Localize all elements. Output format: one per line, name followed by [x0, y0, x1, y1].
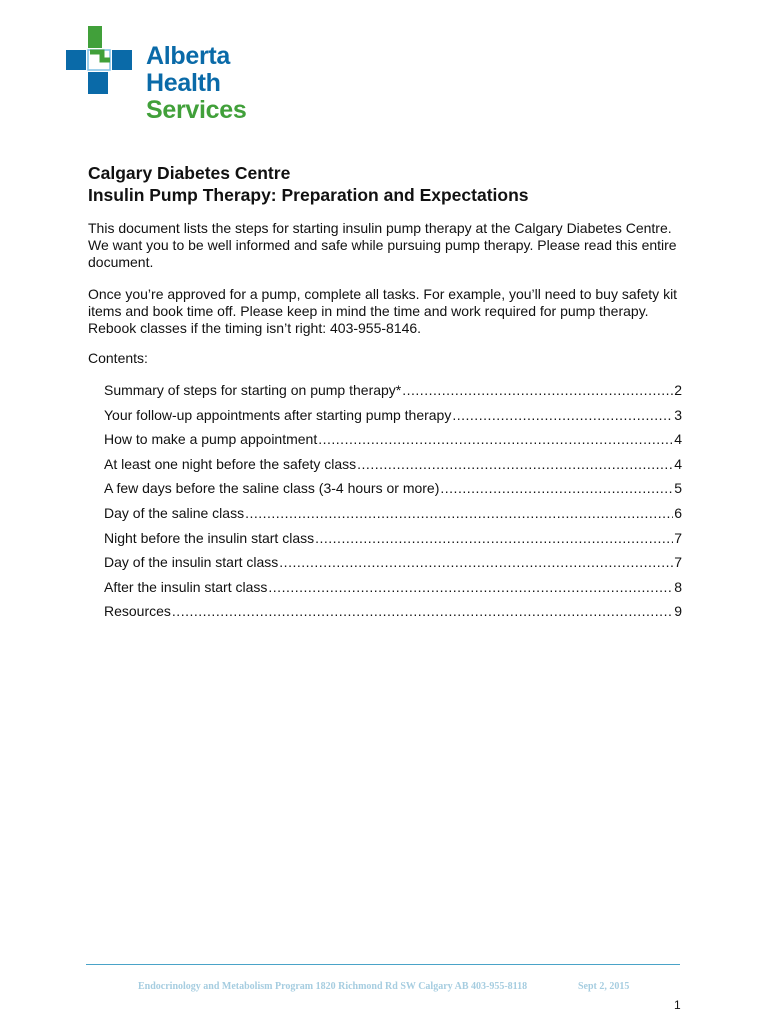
- toc-entry[interactable]: [104, 480, 682, 505]
- toc-entry[interactable]: [104, 530, 682, 555]
- toc-entry[interactable]: [104, 579, 682, 604]
- toc-page: 9: [674, 603, 682, 620]
- toc-page: 4: [674, 431, 682, 448]
- toc-entry[interactable]: [104, 603, 682, 628]
- footer-date: Sept 2, 2015: [578, 981, 630, 992]
- toc-page: 4: [674, 455, 682, 472]
- contents-heading: Contents:: [88, 350, 148, 366]
- toc-title: Your follow-up appointments after starting pump therapy: [104, 406, 452, 423]
- toc-page: 7: [674, 554, 682, 571]
- toc-page: 3: [674, 406, 682, 423]
- toc-entry[interactable]: [104, 382, 682, 407]
- logo-line-1: Alberta Health: [146, 42, 231, 97]
- toc-entry[interactable]: [104, 554, 682, 579]
- footer-divider: [86, 964, 680, 965]
- toc-title: Summary of steps for starting on pump therapy*: [104, 382, 402, 398]
- alberta-health-services-logo: [66, 26, 306, 124]
- toc-page: 5: [674, 480, 682, 497]
- intro-paragraph: This document lists the steps for starting insulin pump therapy at the Calgary Diabetes Centre. We want you to be well informed and safe while pursuing pump therapy. Please read this entire document.: [88, 220, 677, 270]
- toc-title: Day of the saline class: [104, 504, 245, 521]
- toc-title: At least one night before the safety class: [104, 455, 357, 472]
- toc-title: After the insulin start class: [104, 578, 268, 595]
- document-title: [88, 162, 529, 206]
- toc-title: Resources: [104, 603, 171, 620]
- logo-wordmark: [146, 43, 306, 124]
- table-of-contents: [104, 382, 682, 628]
- footer-address: Endocrinology and Metabolism Program 1820 Richmond Rd SW Calgary AB 403-955-8118: [138, 981, 528, 992]
- toc-entry[interactable]: [104, 407, 682, 432]
- title-line-2: Insulin Pump Therapy: Preparation and Expectations: [88, 185, 529, 205]
- page-number: 1: [674, 998, 681, 1012]
- toc-title: Night before the insulin start class: [104, 529, 315, 546]
- toc-page: 8: [674, 578, 682, 595]
- toc-title: How to make a pump appointment: [104, 431, 318, 448]
- toc-entry[interactable]: [104, 456, 682, 481]
- title-line-1: Calgary Diabetes Centre: [88, 163, 291, 183]
- toc-entry[interactable]: [104, 505, 682, 530]
- ahs-cross-logo-icon: [66, 26, 134, 96]
- toc-title: Day of the insulin start class: [104, 554, 279, 571]
- toc-entry[interactable]: [104, 431, 682, 456]
- toc-title: A few days before the saline class (3-4 hours or more): [104, 480, 440, 497]
- toc-page: 7: [674, 529, 682, 546]
- toc-page: 6: [674, 504, 682, 521]
- logo-line-2: Services: [146, 96, 247, 124]
- toc-page: 2: [674, 382, 682, 398]
- instructions-paragraph: Once you’re approved for a pump, complete all tasks. For example, you’ll need to buy safety kit items and book time off. Please keep in mind the time and work required for pump therapy. Rebook classes if the timing isn’t right: 403-955-8146.: [88, 286, 678, 336]
